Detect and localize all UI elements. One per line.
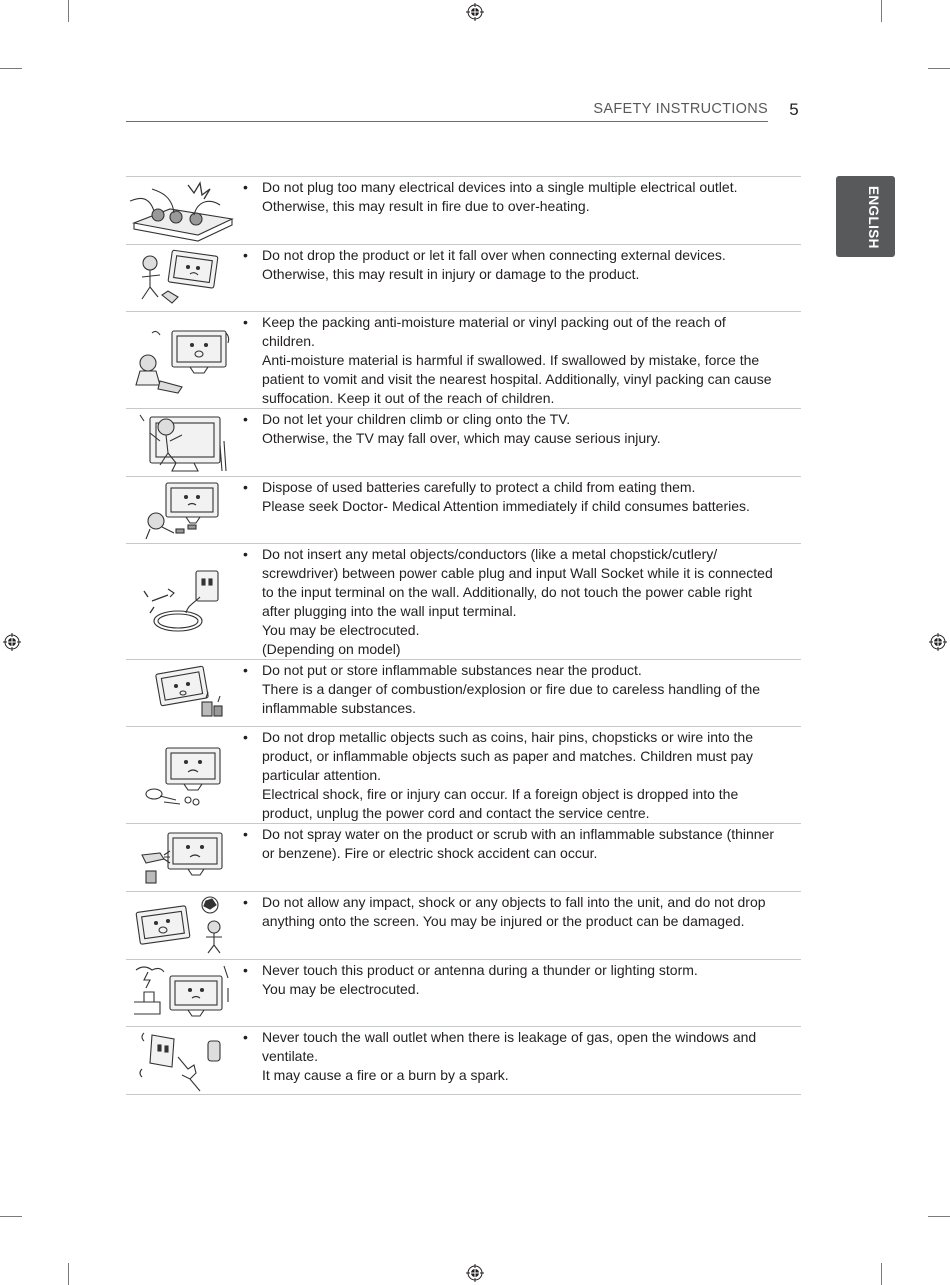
text-line: suffocation. Keep it out of the reach of children. [262, 390, 555, 406]
safety-item-text [237, 1027, 801, 1094]
text-line: Do not allow any impact, shock or any objects to fall into the unit, and do not drop [262, 894, 766, 910]
text-line: Anti-moisture material is harmful if swallowed. If swallowed by mistake, force the [262, 352, 760, 368]
bullet: • [243, 411, 248, 427]
bullet: • [243, 962, 248, 978]
impact-ball-illustration-icon [126, 892, 237, 959]
text-line: product, unplug the power cord and contact the service centre. [262, 805, 650, 821]
bullet: • [243, 826, 248, 842]
text-line: Never touch the wall outlet when there is leakage of gas, open the windows and [262, 1029, 757, 1045]
section-title: SAFETY INSTRUCTIONS [593, 101, 768, 117]
safety-item-text [237, 892, 801, 959]
bullet: • [243, 179, 248, 195]
crop-mark [0, 1216, 22, 1217]
bullet: • [243, 1029, 248, 1045]
page-number: 5 [789, 100, 799, 119]
safety-item-text [237, 544, 801, 659]
metallic-objects-illustration-icon [126, 727, 237, 823]
safety-item-text [237, 727, 801, 823]
header-rule [126, 121, 768, 122]
registration-mark-icon [3, 633, 21, 651]
bullet: • [243, 247, 248, 263]
text-line: children. [262, 333, 315, 349]
safety-item-text [237, 409, 801, 476]
safety-item [126, 177, 801, 245]
bullet: • [243, 729, 248, 745]
safety-item [126, 312, 801, 409]
tv-falling-child-illustration-icon [126, 245, 237, 311]
crop-mark [881, 1263, 882, 1285]
crop-mark [0, 68, 22, 69]
text-line: You may be electrocuted. [262, 622, 420, 638]
text-line: particular attention. [262, 767, 382, 783]
text-line: Do not let your children climb or cling onto the TV. [262, 411, 571, 427]
safety-item [126, 477, 801, 544]
registration-mark-icon [466, 3, 484, 21]
text-line: ventilate. [262, 1048, 319, 1064]
safety-item-text [237, 477, 801, 543]
child-batteries-illustration-icon [126, 477, 237, 543]
text-line: after plugging into the wall input terminal. [262, 603, 517, 619]
bullet: • [243, 479, 248, 495]
text-line: inflammable substances. [262, 700, 417, 716]
text-line: Never touch this product or antenna during a thunder or lighting storm. [262, 962, 698, 978]
registration-mark-icon [466, 1264, 484, 1282]
inflammable-substance-illustration-icon [126, 660, 237, 726]
text-line: Keep the packing anti-moisture material or vinyl packing out of the reach of [262, 314, 726, 330]
safety-instructions-list [126, 176, 801, 1095]
safety-item-text [237, 660, 801, 726]
text-line: There is a danger of combustion/explosion or fire due to careless handling of the [262, 681, 761, 697]
safety-item [126, 1027, 801, 1095]
text-line: Do not put or store inflammable substances near the product. [262, 662, 642, 678]
text-line: It may cause a fire or a burn by a spark. [262, 1067, 509, 1083]
child-climbing-tv-illustration-icon [126, 409, 237, 476]
gas-leak-outlet-illustration-icon [126, 1027, 237, 1094]
text-line: screwdriver) between power cable plug and input Wall Socket while it is connected [262, 565, 773, 581]
safety-item [126, 727, 801, 824]
spray-water-illustration-icon [126, 824, 237, 891]
text-line: Dispose of used batteries carefully to protect a child from eating them. [262, 479, 696, 495]
safety-item [126, 960, 801, 1027]
text-line: to the input terminal on the wall. Additionally, do not touch the power cable right [262, 584, 753, 600]
safety-item-text [237, 312, 801, 408]
metal-object-socket-illustration-icon [126, 544, 237, 659]
text-line: Please seek Doctor- Medical Attention immediately if child consumes batteries. [262, 498, 750, 514]
safety-item [126, 245, 801, 312]
text-line: Otherwise, the TV may fall over, which may cause serious injury. [262, 430, 661, 446]
text-line: Do not drop metallic objects such as coins, hair pins, chopsticks or wire into the [262, 729, 754, 745]
crop-mark [928, 1216, 950, 1217]
registration-mark-icon [929, 633, 947, 651]
bullet: • [243, 662, 248, 678]
crop-mark [68, 0, 69, 22]
crop-mark [928, 68, 950, 69]
crop-mark [881, 0, 882, 22]
safety-item-text [237, 177, 801, 244]
text-line: Otherwise, this may result in fire due to over-heating. [262, 198, 590, 214]
text-line: product, or inflammable objects such as paper and matches. Children must pay [262, 748, 754, 764]
text-line: Do not plug too many electrical devices into a single multiple electrical outlet. [262, 179, 738, 195]
text-line: (Depending on model) [262, 641, 401, 657]
safety-item-text [237, 245, 801, 311]
text-line: patient to vomit and visit the nearest hospital. Additionally, vinyl packing can cause [262, 371, 772, 387]
bullet: • [243, 314, 248, 330]
text-line: Electrical shock, fire or injury can occur. If a foreign object is dropped into the [262, 786, 739, 802]
text-line: Do not spray water on the product or scrub with an inflammable substance (thinner [262, 826, 775, 842]
safety-item-text [237, 824, 801, 891]
text-line: or benzene). Fire or electric shock accident can occur. [262, 845, 598, 861]
safety-item-text [237, 960, 801, 1026]
child-packing-material-illustration-icon [126, 312, 237, 408]
safety-item [126, 660, 801, 727]
crop-mark [68, 1263, 69, 1285]
language-tab-label: ENGLISH [866, 186, 881, 249]
text-line: Do not drop the product or let it fall over when connecting external devices. [262, 247, 726, 263]
bullet: • [243, 546, 248, 562]
text-line: You may be electrocuted. [262, 981, 420, 997]
text-line: Otherwise, this may result in injury or damage to the product. [262, 266, 640, 282]
lightning-storm-illustration-icon [126, 960, 237, 1026]
bullet: • [243, 894, 248, 910]
power-strip-overload-illustration-icon [126, 177, 237, 244]
safety-item [126, 409, 801, 477]
safety-item [126, 892, 801, 960]
text-line: Do not insert any metal objects/conductors (like a metal chopstick/cutlery/ [262, 546, 718, 562]
safety-item [126, 824, 801, 892]
language-tab [836, 176, 895, 257]
safety-item [126, 544, 801, 660]
text-line: anything onto the screen. You may be injured or the product can be damaged. [262, 913, 745, 929]
